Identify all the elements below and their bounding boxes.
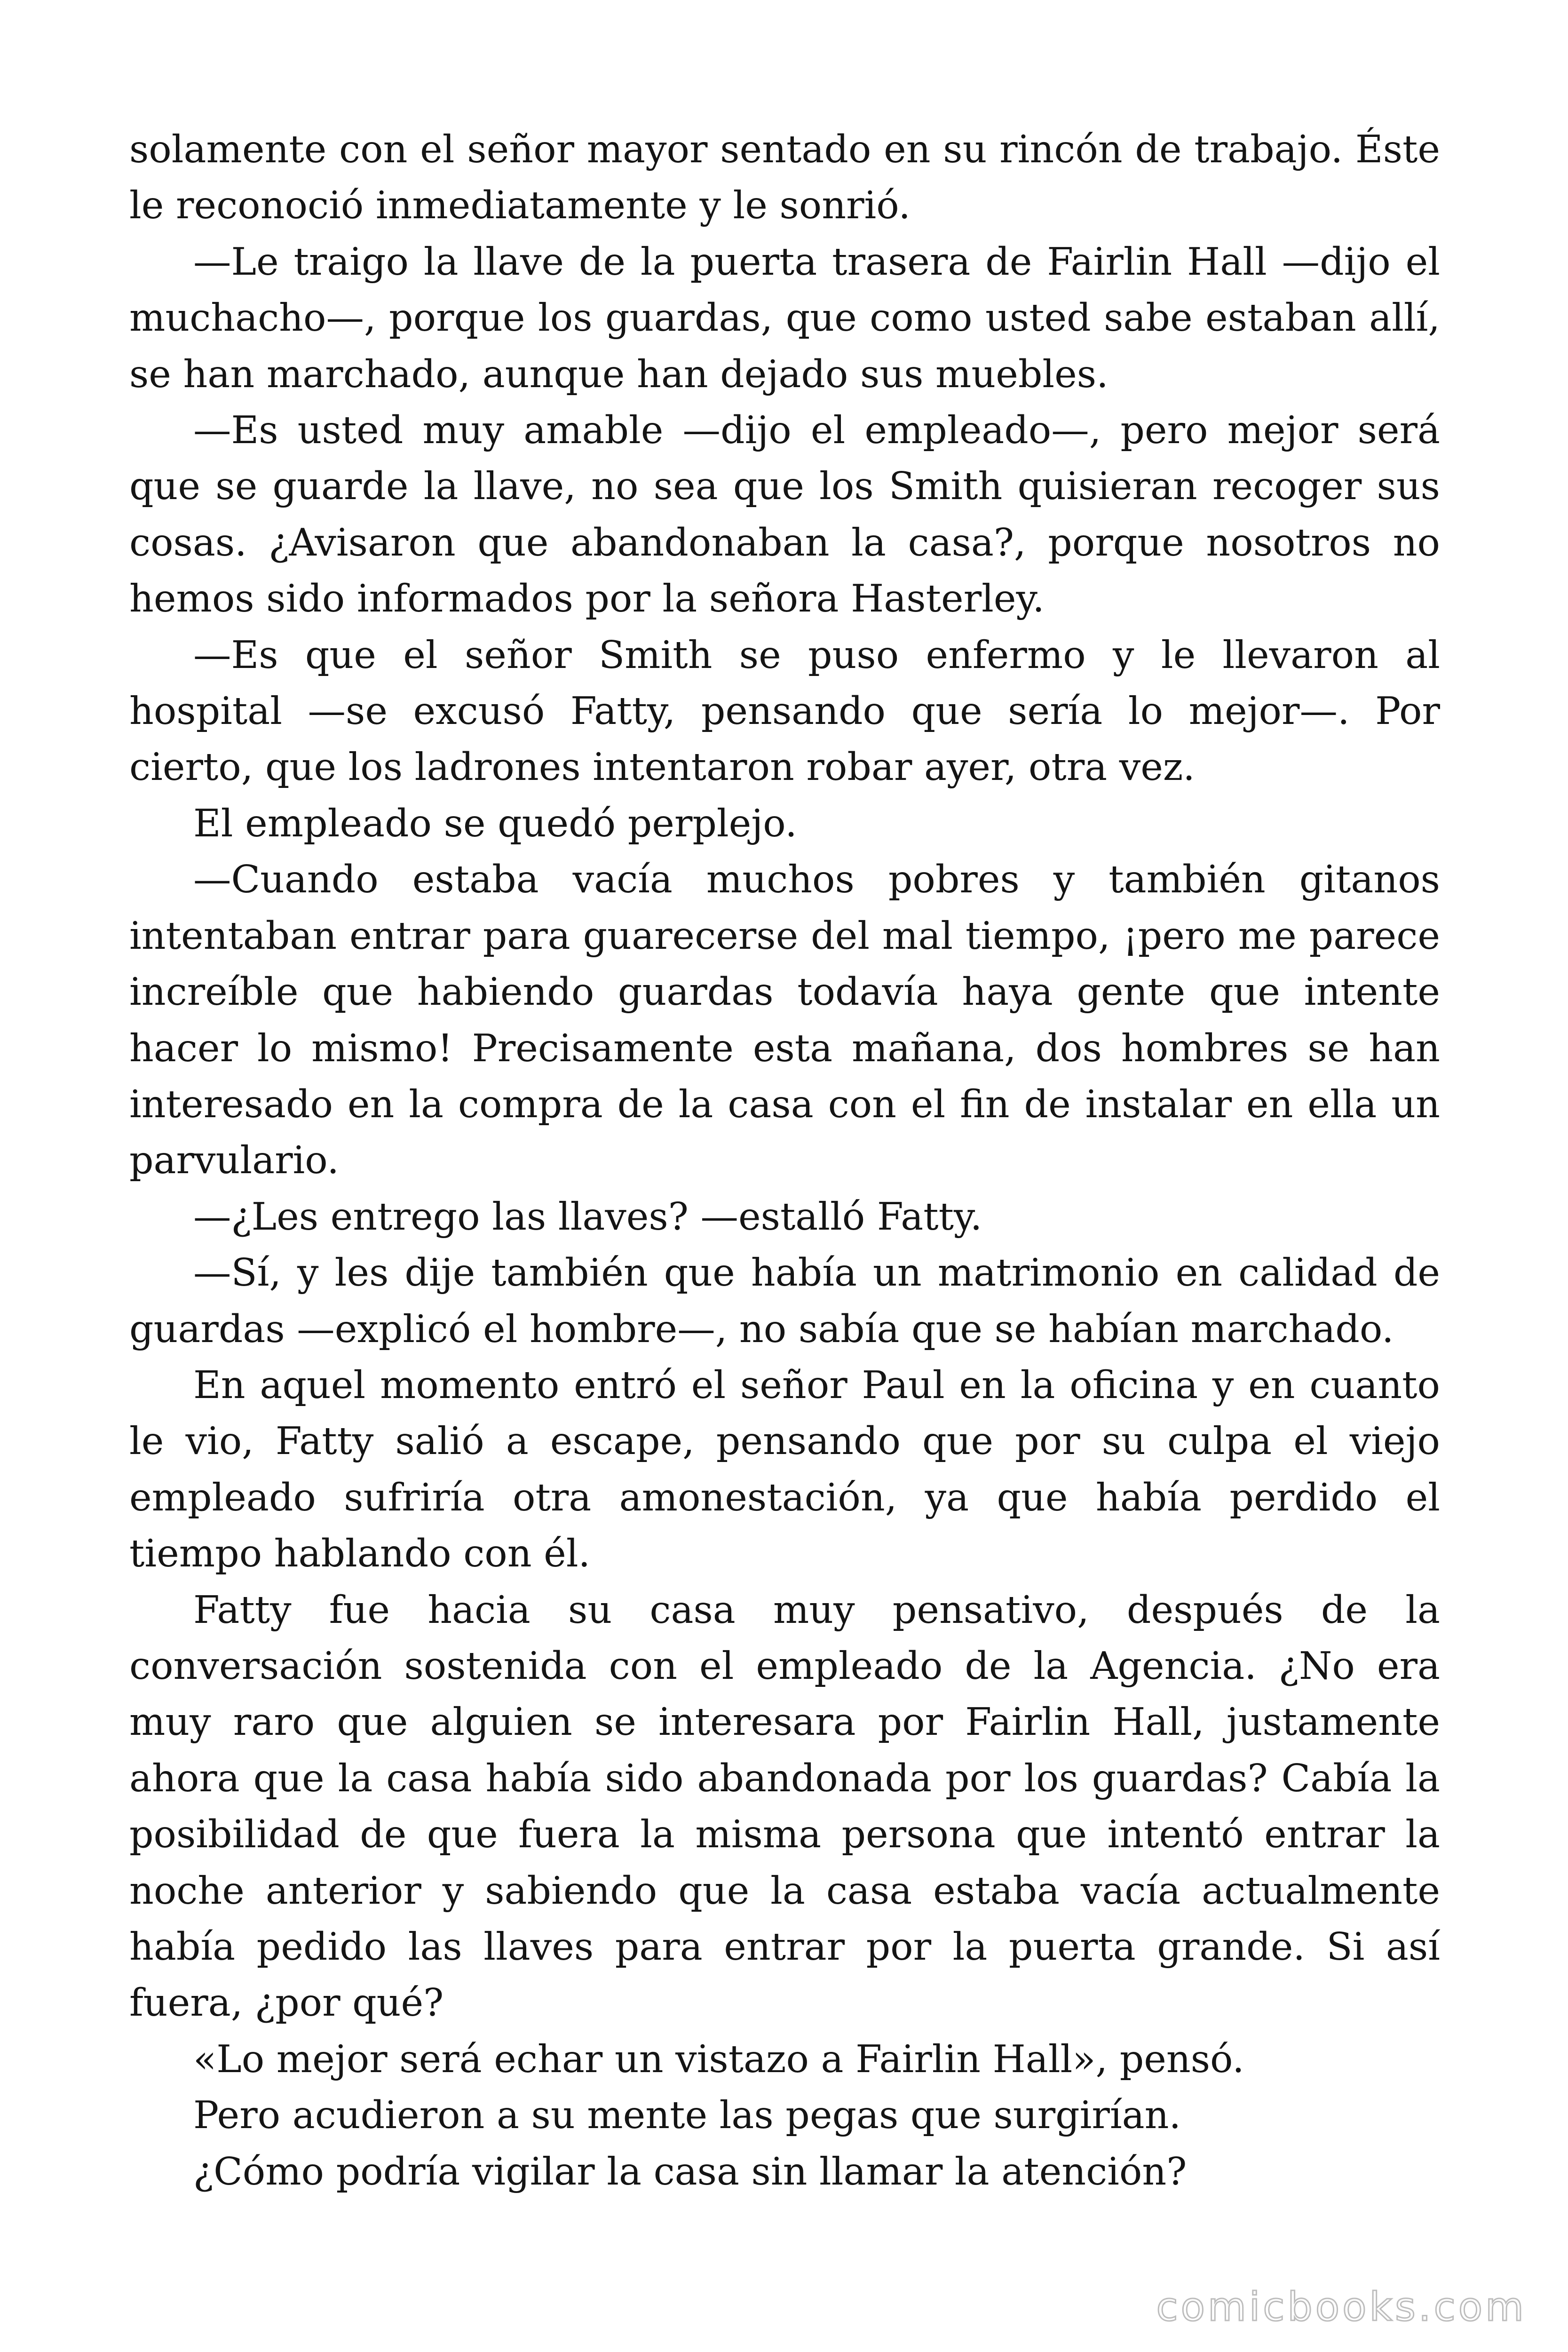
paragraph: ¿Cómo podría vigilar la casa sin llamar la atención? xyxy=(193,2149,1187,2193)
paragraph: solamente con el señor mayor sentado en su rincón de trabajo. Éste le reconoció inmediatamente y le sonrió. xyxy=(129,127,1440,228)
paragraph: —Es usted muy amable —dijo el empleado—, pero mejor será que se guarde la llave, no sea que los Smith quisieran recoger sus cosas. ¿Avisaron que abandonaban la casa?, porque nosotros no hemos sido informados por la señora Hasterley. xyxy=(129,408,1440,621)
paragraph: Fatty fue hacia su casa muy pensativo, después de la conversación sostenida con el empleado de la Agencia. ¿No era muy raro que alguien se interesara por Fairlin Hall, justamente ahora que la casa había sido abandonada por los guardas? Cabía la posibilidad de que fuera la misma persona que intentó entrar la noche anterior y sabiendo que la casa estaba vacía actualmente había pedido las llaves para entrar por la puerta grande. Si así fuera, ¿por qué? xyxy=(129,1587,1440,2025)
paragraph: —Es que el señor Smith se puso enfermo y le llevaron al hospital —se excusó Fatty, pensando que sería lo mejor—. Por cierto, que los ladrones intentaron robar ayer, otra vez. xyxy=(129,632,1440,789)
paragraph: En aquel momento entró el señor Paul en la oficina y en cuanto le vio, Fatty salió a escape, pensando que por su culpa el viejo empleado sufriría otra amonestación, ya que había perdido el tiempo hablando con él. xyxy=(129,1362,1440,1576)
paragraph: El empleado se quedó perplejo. xyxy=(193,801,797,845)
page-body xyxy=(129,121,1440,2200)
paragraph: Pero acudieron a su mente las pegas que surgirían. xyxy=(193,2093,1181,2137)
paragraph: «Lo mejor será echar un vistazo a Fairlin Hall», pensó. xyxy=(193,2036,1244,2081)
watermark: comicbooks.com xyxy=(1156,2284,1527,2330)
paragraph: —Sí, y les dije también que había un matrimonio en calidad de guardas —explicó el hombre—, no sabía que se habían marchado. xyxy=(129,1250,1440,1351)
paragraph: —Le traigo la llave de la puerta trasera de Fairlin Hall —dijo el muchacho—, porque los guardas, que como usted sabe estaban allí, se han marchado, aunque han dejado sus muebles. xyxy=(129,239,1440,396)
paragraph: —¿Les entrego las llaves? —estalló Fatty. xyxy=(193,1194,982,1239)
paragraph: —Cuando estaba vacía muchos pobres y también gitanos intentaban entrar para guarecerse del mal tiempo, ¡pero me parece increíble que habiendo guardas todavía haya gente que intente hacer lo mismo! Precisamente esta mañana, dos hombres se han interesado en la compra de la casa con el fin de instalar en ella un parvulario. xyxy=(129,857,1440,1183)
